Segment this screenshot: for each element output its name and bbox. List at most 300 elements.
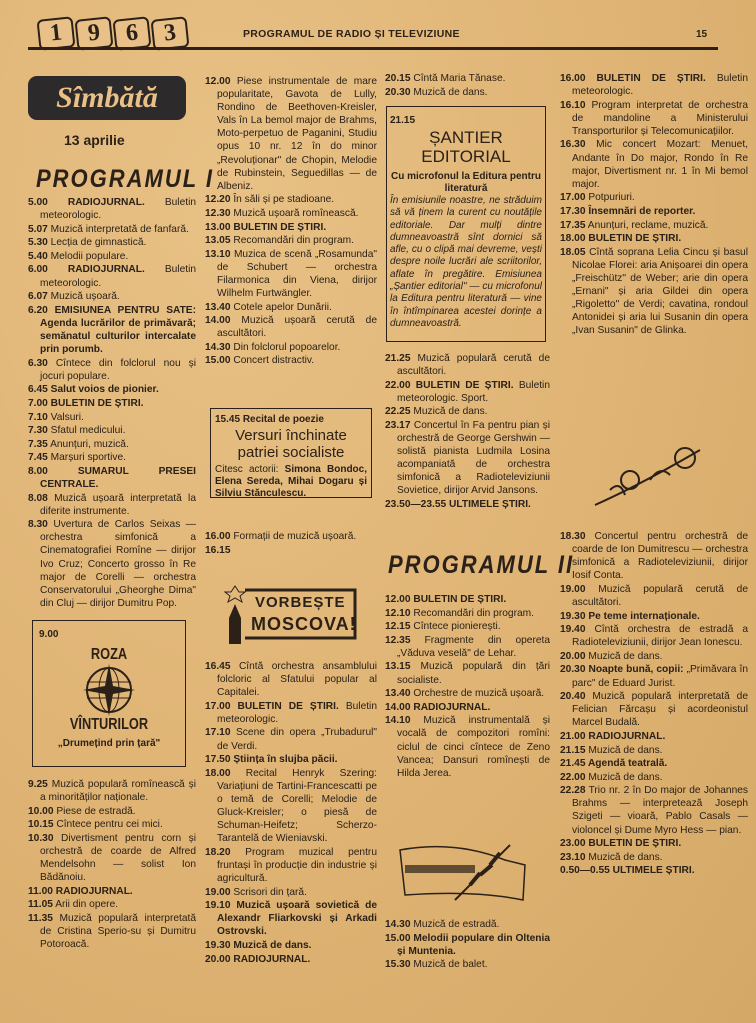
- program-entry: [28, 465, 196, 491]
- schedule-column: [385, 352, 550, 512]
- entry-text: Potpuriuri.: [585, 192, 635, 204]
- entry-time: 17.10: [205, 727, 231, 739]
- entry-text: Recomandări din program.: [230, 235, 354, 247]
- entry-title: RADIOJURNAL.: [52, 885, 133, 897]
- entry-time: 5.30: [28, 237, 48, 249]
- entry-time: 13.40: [205, 301, 231, 313]
- program-entry: [28, 438, 196, 451]
- entry-time: 22.00: [560, 771, 586, 783]
- entry-time: 11.35: [28, 912, 53, 924]
- entry-title: ULTIMELE ȘTIRI.: [446, 499, 531, 511]
- program-entry: [385, 687, 550, 700]
- entry-time: 8.30: [28, 519, 48, 531]
- entry-title: SUMARUL PRESEI CENTRALE.: [40, 465, 196, 490]
- program-entry: [560, 837, 748, 850]
- year-badge: [38, 18, 188, 49]
- program-entry: [385, 72, 550, 85]
- entry-time: 18.20: [205, 846, 231, 858]
- entry-time: 7.10: [28, 411, 48, 423]
- entry-title: RADIOJURNAL.: [47, 264, 145, 276]
- entry-text: Buletin meteorologic.: [572, 73, 748, 98]
- entry-time: 19.00: [205, 886, 231, 898]
- entry-time: 21.25: [385, 353, 411, 364]
- entry-time: 8.00: [28, 465, 48, 477]
- entry-time: 5.40: [28, 250, 48, 262]
- entry-title: Melodii populare din Oltenia și Muntenia.: [397, 932, 550, 957]
- entry-time: 22.28: [560, 785, 586, 797]
- program-entry: [28, 898, 196, 911]
- program-entry: [560, 757, 748, 770]
- entry-text: Muzică de dans.: [410, 406, 488, 418]
- entry-text: Marșuri sportive.: [47, 452, 126, 464]
- entry-time: 20.00: [205, 953, 231, 965]
- program-entry: [28, 304, 196, 356]
- entry-text: Muzică ușoară.: [47, 291, 120, 303]
- schedule-column: [205, 660, 377, 966]
- entry-text: Anunțuri, muzică.: [47, 438, 129, 450]
- entry-title: RADIOJURNAL.: [410, 701, 491, 713]
- entry-text: Muzică populară cerută de ascultători.: [397, 353, 550, 378]
- entry-time: 13.05: [205, 235, 231, 247]
- entry-time: 12.10: [385, 607, 411, 619]
- entry-text: Concertul în Fa pentru pian și orchestră de George Gershwin — solistă pianista Ludmila Losina acompaniată de orchestra simfonică a Radioteleviziunii Sovietice, dirijor Arvid Jansons.: [397, 419, 550, 497]
- entry-text: Concert distractiv.: [230, 355, 315, 367]
- kremlin-tower-icon: [215, 578, 365, 648]
- program-entry: [560, 663, 748, 689]
- entry-time: 22.00: [385, 379, 411, 391]
- program-entry: [560, 744, 748, 757]
- program-entry: [205, 886, 377, 899]
- entry-time: 21.00: [560, 730, 586, 742]
- program-entry: [205, 753, 377, 766]
- program-entry: [560, 851, 748, 864]
- box-title: ȘANTIER EDITORIAL: [421, 128, 511, 166]
- schedule-column: [205, 530, 377, 557]
- program-entry: [385, 714, 550, 779]
- box-time: 15.45: [215, 414, 241, 425]
- program-entry: [28, 357, 196, 383]
- program-entry: [28, 411, 196, 424]
- program-entry: [560, 864, 748, 877]
- entry-text: Concertul pentru orchestră de coarde de Ion Dumitrescu — orchestra simfonică a Radioteleviziunii, dirijor Iosif Conta.: [572, 531, 748, 582]
- graphic-line-2: MOSCOVA!: [251, 614, 357, 634]
- entry-text: Buletin meteorologic.: [40, 264, 196, 289]
- box-time: 9.00: [39, 629, 59, 640]
- entry-text: Orchestre de muzică ușoară.: [410, 688, 545, 700]
- entry-text: Cîntece din folclorul nou și jocuri populare.: [40, 357, 196, 382]
- program-2-heading: PROGRAMUL II: [388, 550, 575, 579]
- day-heading: Sîmbătă: [28, 76, 186, 120]
- program-entry: [205, 544, 377, 557]
- program-entry: [205, 207, 377, 220]
- entry-text: Sfatul medicului.: [47, 425, 126, 437]
- box-body: În emisiunile noastre, ne străduim să vă ținem la curent cu noutățile editoriale. Dar mulți dintre dumneavoastră sînt dornici să afle, cu o clipă mai devreme, vești despre noile lucrări ale scriitorilor, aflate în pregătire. Emisiunea „Șantier editorial" — cu microfonul la Editura pentru literatură — vine în întîmpinarea acestei dorințe a dumneavoastră.: [390, 195, 542, 329]
- program-entry: [205, 767, 377, 846]
- entry-title: Salut voios de pionier.: [47, 384, 159, 396]
- entry-time: 21.15: [560, 744, 586, 756]
- entry-time: 20.30: [560, 664, 586, 676]
- entry-time: 16.10: [560, 99, 586, 111]
- program-entry: [560, 205, 748, 218]
- roza-vinturilor-box: [32, 620, 186, 767]
- vorbeste-moscova-graphic: [215, 578, 365, 648]
- program-entry: [28, 383, 196, 396]
- program-entry: [560, 530, 748, 582]
- program-entry: [560, 690, 748, 729]
- entry-text: Buletin meteorologic.: [217, 700, 377, 725]
- program-entry: [205, 314, 377, 340]
- entry-title: Știința în slujba păcii.: [230, 754, 338, 766]
- program-entry: [560, 191, 748, 204]
- entry-time: 6.45: [28, 384, 48, 396]
- program-entry: [205, 660, 377, 699]
- entry-time: 10.30: [28, 832, 54, 844]
- entry-time: 7.00: [28, 397, 48, 409]
- entry-time: 19.00: [560, 583, 586, 595]
- entry-time: 23.17: [385, 419, 411, 431]
- entry-time: 15.00: [385, 932, 411, 944]
- program-entry: [560, 610, 748, 623]
- entry-text: Cîntece pionierești.: [410, 621, 501, 633]
- entry-text: Buletin meteorologic. Sport.: [397, 379, 550, 404]
- entry-time: 13.15: [385, 661, 411, 673]
- program-entry: [560, 232, 748, 245]
- santier-editorial-box: [386, 106, 546, 342]
- entry-time: 14.10: [385, 715, 411, 727]
- entry-text: Cîntă Maria Tănase.: [410, 73, 506, 84]
- date-label: 13 aprilie: [64, 132, 125, 148]
- year-digit: 3: [150, 16, 189, 51]
- program-entry: [385, 419, 550, 498]
- entry-time: 14.00: [205, 315, 231, 327]
- entry-text: Muzică populară romînească și a minorităților naționale.: [40, 779, 196, 804]
- entry-time: 17.35: [560, 219, 586, 231]
- entry-title: Muzică de dans.: [230, 939, 312, 951]
- entry-time: 11.00: [28, 885, 53, 897]
- entry-time: 6.07: [28, 291, 48, 303]
- program-entry: [28, 424, 196, 437]
- program-entry: [205, 354, 377, 367]
- entry-time: 11.05: [28, 899, 53, 911]
- entry-time: 12.15: [385, 621, 411, 633]
- program-entry: [560, 730, 748, 743]
- scroll-laurel-illustration: [395, 840, 535, 910]
- entry-time: 12.20: [205, 194, 231, 206]
- program-entry: [28, 818, 196, 831]
- entry-time: 14.30: [385, 919, 411, 930]
- box-title-top: ROZA: [90, 646, 128, 663]
- entry-text: Recital Henryk Szering: Variațiuni de Tartini-Francescatti pe o temă de Corelli; Melodie de Gluck-Kreisler; o piesă de Schuman-Heifetz; Scherzo-Tarantelă de Wieniavski.: [217, 767, 377, 845]
- entry-time: 13.10: [205, 248, 231, 260]
- entry-text: Formații de muzică ușoară.: [230, 531, 357, 542]
- entry-time: 23.10: [560, 851, 586, 863]
- schedule-column: [28, 778, 196, 952]
- entry-time: 20.40: [560, 691, 586, 703]
- program-entry: [28, 778, 196, 804]
- program-entry: [385, 620, 550, 633]
- entry-text: Muzică de balet.: [410, 959, 488, 971]
- program-entry: [28, 223, 196, 236]
- entry-title: BULETIN DE ȘTIRI.: [585, 73, 706, 84]
- page-number: 15: [696, 29, 708, 40]
- entry-text: Muzica de scenă „Rosamunda" de Schubert — orchestra Filarmonica din Viena, dirijor Wilhelm Furtwängler.: [217, 248, 377, 299]
- entry-title: RADIOJURNAL.: [230, 953, 311, 965]
- program-entry: [205, 700, 377, 726]
- entry-text: Muzică de dans.: [585, 744, 663, 756]
- program-entry: [205, 248, 377, 300]
- entry-text: Muzică de estradă.: [410, 919, 500, 930]
- entry-time: 12.00: [385, 594, 411, 605]
- program-entry: [205, 221, 377, 234]
- entry-text: Divertisment pentru corn și orchestră de coarde de Alfred Mendelsohn — solist Ion Bădănoiu.: [40, 832, 196, 884]
- entry-time: 20.30: [385, 86, 411, 98]
- program-entry: [28, 290, 196, 303]
- entry-time: 17.00: [560, 192, 586, 204]
- box-kind: Recital de poezie: [242, 414, 324, 425]
- entry-text: Cîntă orchestra ansamblului folcloric al Sfatului popular al Capitalei.: [217, 661, 377, 699]
- readers: Simona Bondoc, Elena Sereda, Mihai Dogaru și Silviu Stănculescu.: [215, 464, 367, 499]
- entry-title: Însemnări de reporter.: [585, 205, 696, 217]
- entry-time: 17.00: [205, 700, 231, 712]
- entry-text: Cotele apelor Dunării.: [230, 301, 332, 313]
- entry-time: 7.30: [28, 425, 48, 437]
- box-title-bottom: VÎNTURILOR: [69, 716, 149, 733]
- entry-title: RADIOJURNAL.: [47, 197, 145, 208]
- program-entry: [205, 301, 377, 314]
- entry-time: 15.00: [205, 355, 231, 367]
- entry-time: 16.15: [205, 544, 231, 556]
- entry-title: BULETIN DE ȘTIRI.: [410, 594, 507, 605]
- program-entry: [385, 593, 550, 606]
- entry-text: Buletin meteorologic.: [40, 197, 196, 222]
- box-title: Versuri închinate patriei socialiste: [235, 427, 347, 461]
- entry-text: Muzică interpretată de fanfară.: [47, 223, 189, 235]
- program-1-heading: PROGRAMUL I: [36, 164, 215, 193]
- year-digit: 1: [36, 16, 75, 51]
- entry-text: Valsuri.: [47, 411, 84, 423]
- program-entry: [28, 832, 196, 884]
- versuri-box: [210, 408, 372, 498]
- program-entry: [28, 518, 196, 610]
- entry-text: Cîntece pentru cei mici.: [53, 819, 163, 831]
- entry-time: 18.05: [560, 246, 586, 258]
- schedule-column: [560, 530, 748, 878]
- entry-title: Agendă teatrală.: [585, 758, 668, 770]
- entry-time: 19.30: [560, 610, 586, 622]
- entry-time: 19.40: [560, 624, 586, 636]
- year-digit: 6: [112, 16, 151, 51]
- entry-text: În săli și pe stadioane.: [230, 194, 335, 206]
- entry-time: 13.40: [385, 688, 411, 700]
- program-entry: [28, 250, 196, 263]
- flower-illustration: [590, 440, 710, 510]
- entry-text: Lecția de gimnastică.: [47, 237, 147, 249]
- entry-title: Pe teme internaționale.: [585, 610, 700, 622]
- entry-text: „Primăvara în parc" de Eduard Jurist.: [572, 664, 748, 689]
- entry-time: 6.20: [28, 304, 48, 316]
- program-entry: [385, 607, 550, 620]
- entry-title: BULETIN DE ȘTIRI.: [585, 233, 682, 245]
- entry-time: 19.10: [205, 900, 231, 912]
- program-entry: [560, 784, 748, 836]
- entry-time: 16.30: [560, 139, 586, 151]
- entry-text: Scene din opera „Trubadurul" de Verdi.: [217, 727, 377, 752]
- program-entry: [205, 953, 377, 966]
- readers-label: Citesc actorii:: [215, 464, 279, 475]
- program-entry: [28, 492, 196, 518]
- schedule-column: [28, 196, 196, 610]
- entry-text: Muzică ușoară interpretată la diferite instrumente.: [40, 492, 196, 517]
- entry-text: Muzică ușoară romînească.: [230, 207, 359, 219]
- header-rule: [28, 47, 718, 50]
- entry-text: Muzică populară interpretată de Felician Fărcașu și acordeonistul Marcel Budală.: [572, 691, 748, 729]
- entry-text: Mic concert Mozart: Menuet, Andante în Do major, Rondo în Re major, Divertisment nr. 1 în Mi bemol major.: [572, 139, 748, 190]
- entry-time: 23.50—23.55: [385, 499, 447, 511]
- entry-time: 17.30: [560, 205, 586, 217]
- entry-time: 7.45: [28, 452, 48, 464]
- program-entry: [205, 75, 377, 193]
- entry-time: 16.00: [205, 531, 231, 542]
- entry-time: 14.00: [385, 701, 411, 713]
- program-entry: [28, 397, 196, 410]
- program-entry: [385, 634, 550, 660]
- compass-rose-icon: [83, 664, 135, 716]
- entry-time: 15.30: [385, 959, 411, 971]
- program-entry: [385, 379, 550, 405]
- entry-title: BULETIN DE ȘTIRI.: [230, 221, 327, 233]
- program-entry: [385, 86, 550, 99]
- entry-text: Muzică de dans.: [410, 86, 488, 98]
- entry-time: 6.30: [28, 357, 48, 369]
- entry-text: Program interpretat de orchestra de mandoline a Ministerului Transporturilor și Telecomunicațiilor.: [572, 99, 748, 137]
- entry-time: 12.30: [205, 207, 231, 219]
- program-entry: [560, 246, 748, 338]
- publication-title: PROGRAMUL DE RADIO ȘI TELEVIZIUNE: [243, 28, 460, 40]
- entry-text: Uvertura de Carlos Seixas — orchestra simfonică a Cinematografiei Romîne — dirijor Ivo Cruz; Concerto grosso în Re major de Corelli — orchestra Conservatorului „Gheorghe Dima" din Cluj — dirijor Dumitru Pop.: [40, 519, 196, 609]
- entry-title: Muzică ușoară sovietică de Alexandr Fliarkovski și Arkadi Ostrovski.: [217, 900, 377, 938]
- entry-text: Cîntă soprana Lelia Cincu și basul Nicolae Florei: aria Anișoarei din opera „Freischütz" de Weber; arie din opera „Ernani" și aria Gildei din opera „Rigoletto" de Verdi; cavatina, rondoul Antonidei și aria lui Susanin din opera „Ivan Susanin" de Glinka.: [572, 246, 748, 337]
- program-entry: [28, 805, 196, 818]
- entry-text: Muzică populară din țări socialiste.: [397, 661, 550, 686]
- schedule-column: [385, 72, 550, 99]
- year-digit: 9: [74, 16, 113, 51]
- program-entry: [205, 939, 377, 952]
- entry-title: Noapte bună, copii:: [585, 664, 684, 676]
- program-entry: [205, 341, 377, 354]
- program-entry: [385, 405, 550, 418]
- entry-time: 10.15: [28, 819, 54, 831]
- entry-text: Muzică populară interpretată de Cristina Sperio-su și Dumitru Potoroacă.: [40, 912, 196, 951]
- schedule-column: [385, 593, 550, 780]
- entry-text: Arii din opere.: [52, 899, 119, 911]
- entry-time: 19.30: [205, 939, 231, 951]
- program-entry: [28, 236, 196, 249]
- entry-text: Muzică instrumentală și vocală de compozitori romîni: ciclul de cinci cîntece de Zeno Vancea; Dansuri romînești de Hilda Jerea.: [397, 715, 550, 779]
- entry-text: Melodii populare.: [47, 250, 129, 262]
- entry-time: 21.45: [560, 758, 586, 770]
- entry-time: 8.08: [28, 492, 48, 504]
- entry-text: Fragmente din opereta „Văduva veselă" de Lehar.: [397, 634, 550, 659]
- program-entry: [205, 530, 377, 543]
- entry-text: Cîntă orchestra de estradă a Radioteleviziunii, dirijor Jean Ionescu.: [572, 624, 748, 649]
- entry-time: 18.00: [205, 767, 231, 779]
- entry-title: EMISIUNEA PENTRU SATE: Agenda lucrărilor de primăvară; semănatul culturilor intercalate prin porumb.: [40, 304, 196, 356]
- entry-text: Recomandări din program.: [410, 607, 534, 619]
- entry-text: Muzică populară cerută de ascultători.: [572, 583, 748, 608]
- entry-title: BULETIN DE ȘTIRI.: [47, 397, 144, 409]
- entry-time: 6.00: [28, 264, 48, 276]
- program-entry: [560, 99, 748, 138]
- program-entry: [560, 219, 748, 232]
- entry-text: Trio nr. 2 în Do major de Johannes Brahms — interpretează Joseph Szigeti — vioară, Pablo Casals — violoncel și Dume Myro Hess — pian.: [572, 785, 748, 836]
- entry-time: 12.00: [205, 76, 231, 87]
- entry-time: 18.30: [560, 531, 586, 542]
- graphic-line-1: VORBEȘTE: [255, 594, 346, 611]
- program-entry: [560, 623, 748, 649]
- entry-time: 14.30: [205, 341, 231, 353]
- program-entry: [560, 138, 748, 190]
- entry-title: ULTIMELE ȘTIRI.: [609, 865, 695, 877]
- entry-text: Anunțuri, reclame, muzică.: [585, 219, 709, 231]
- entry-time: 0.50—0.55: [560, 865, 610, 877]
- program-entry: [205, 846, 377, 885]
- box-subtitle: „Drumețind prin țară": [57, 738, 161, 749]
- entry-time: 9.25: [28, 779, 48, 790]
- box-subtitle: Cu microfonul la Editura pentru literatură: [390, 171, 541, 194]
- entry-time: 10.00: [28, 805, 54, 817]
- program-entry: [385, 918, 550, 931]
- program-entry: [560, 650, 748, 663]
- entry-text: Muzică ușoară cerută de ascultători.: [217, 315, 377, 340]
- entry-title: BULETIN DE ȘTIRI.: [410, 379, 514, 391]
- entry-text: Din folclorul popoarelor.: [230, 341, 341, 353]
- entry-time: 7.35: [28, 438, 48, 450]
- program-entry: [205, 234, 377, 247]
- program-entry: [385, 660, 550, 686]
- schedule-column: [205, 75, 377, 368]
- entry-time: 16.45: [205, 661, 231, 672]
- program-entry: [28, 196, 196, 222]
- program-entry: [385, 932, 550, 958]
- program-entry: [560, 583, 748, 609]
- entry-time: 23.00: [560, 838, 586, 850]
- entry-text: Program muzical pentru fruntași în producție din industrie și agricultură.: [217, 846, 377, 884]
- program-entry: [385, 352, 550, 378]
- entry-text: Piese instrumentale de mare popularitate, Gavota de Lully, Rondino de Beethoven-Kreisler, Vals în La bemol major de Brahms, Moto-perpetuo de Paganini, Studiu opus 10 nr. 12 în do minor „Revoluționar" de Chopin, Melodie de Rubinstein, Seguedillas — de Albeniz.: [217, 76, 377, 192]
- program-entry: [28, 263, 196, 289]
- program-entry: [205, 193, 377, 206]
- entry-time: 12.35: [385, 634, 411, 646]
- entry-time: 17.50: [205, 754, 231, 766]
- entry-time: 20.00: [560, 650, 586, 662]
- entry-time: 22.25: [385, 406, 411, 418]
- entry-text: Scrisori din țară.: [230, 886, 307, 898]
- program-entry: [205, 726, 377, 752]
- entry-time: 18.00: [560, 233, 586, 245]
- program-entry: [385, 958, 550, 971]
- program-entry: [28, 885, 196, 898]
- schedule-column: [385, 918, 550, 972]
- entry-text: Muzică de dans.: [585, 851, 663, 863]
- program-entry: [28, 912, 196, 951]
- program-entry: [385, 498, 550, 511]
- entry-time: 16.00: [560, 73, 586, 84]
- entry-time: 20.15: [385, 73, 411, 84]
- entry-text: Muzică de dans.: [585, 650, 663, 662]
- program-entry: [28, 451, 196, 464]
- entry-text: Muzică de dans.: [585, 771, 663, 783]
- schedule-column: [560, 72, 748, 338]
